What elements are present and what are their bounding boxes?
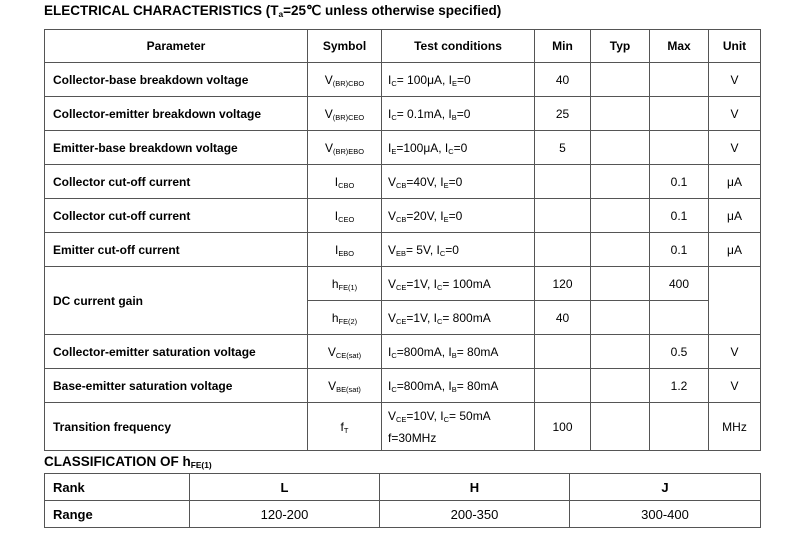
- conditions-cell: $V_{CE}=10V$, $I_C= 50mA$ f=30MHz: [382, 403, 535, 451]
- unit-cell: V: [709, 63, 761, 97]
- min-cell: 40: [535, 63, 591, 97]
- table-row: [45, 97, 761, 131]
- symbol-cell: $V_{(BR)CEO}$: [308, 97, 382, 131]
- typ-cell: [591, 233, 650, 267]
- unit-cell: V: [709, 97, 761, 131]
- min-cell: [535, 165, 591, 199]
- unit-cell: μA: [709, 165, 761, 199]
- column-header-parameter: Parameter: [45, 30, 308, 63]
- unit-cell: μA: [709, 233, 761, 267]
- max-cell: [650, 97, 709, 131]
- column-header-max: Max: [650, 30, 709, 63]
- conditions-cell: $V_{CE}=1V$, $I_C= 800mA$: [382, 301, 535, 335]
- symbol-cell: $V_{(BR)CBO}$: [308, 63, 382, 97]
- max-cell: 0.1: [650, 165, 709, 199]
- parameter-cell: Transition frequency: [45, 403, 308, 451]
- unit-cell: [709, 267, 761, 335]
- typ-cell: [591, 369, 650, 403]
- classification-table: [44, 473, 761, 528]
- symbol-cell: $I_{EBO}$: [308, 233, 382, 267]
- table-row: [45, 131, 761, 165]
- symbol-cell: $I_{CBO}$: [308, 165, 382, 199]
- table-row: [45, 335, 761, 369]
- rank-value: L: [190, 474, 380, 501]
- parameter-cell: Collector-emitter saturation voltage: [45, 335, 308, 369]
- parameter-cell: Collector-base breakdown voltage: [45, 63, 308, 97]
- table-row: [45, 267, 761, 301]
- range-row: [45, 501, 761, 528]
- min-cell: 25: [535, 97, 591, 131]
- conditions-cell: $I_C= 0.1mA$, $I_B=0$: [382, 97, 535, 131]
- typ-cell: [591, 403, 650, 451]
- symbol-cell: $V_{BE(sat)}$: [308, 369, 382, 403]
- column-header-typ: Typ: [591, 30, 650, 63]
- table-row: [45, 233, 761, 267]
- range-value: 200-350: [380, 501, 570, 528]
- symbol-cell: $h_{FE(1)}$: [308, 267, 382, 301]
- max-cell: 1.2: [650, 369, 709, 403]
- symbol-cell: $V_{CE(sat)}$: [308, 335, 382, 369]
- parameter-cell: Collector cut-off current: [45, 199, 308, 233]
- min-cell: 120: [535, 267, 591, 301]
- typ-cell: [591, 199, 650, 233]
- symbol-cell: $V_{(BR)EBO}$: [308, 131, 382, 165]
- max-cell: 0.1: [650, 199, 709, 233]
- typ-cell: [591, 301, 650, 335]
- min-cell: [535, 233, 591, 267]
- column-header-test-conditions: Test conditions: [382, 30, 535, 63]
- typ-cell: [591, 131, 650, 165]
- typ-cell: [591, 97, 650, 131]
- column-header-min: Min: [535, 30, 591, 63]
- conditions-cell: $I_C= 100\mu A$, $I_E=0$: [382, 63, 535, 97]
- table-row: [45, 369, 761, 403]
- unit-cell: V: [709, 131, 761, 165]
- table-row: [45, 165, 761, 199]
- max-cell: [650, 403, 709, 451]
- parameter-cell: Emitter cut-off current: [45, 233, 308, 267]
- electrical-characteristics-table: [44, 29, 761, 451]
- table-row: [45, 63, 761, 97]
- typ-cell: [591, 165, 650, 199]
- max-cell: [650, 131, 709, 165]
- table-row: [45, 199, 761, 233]
- max-cell: 0.1: [650, 233, 709, 267]
- rank-value: J: [570, 474, 761, 501]
- conditions-cell: $V_{EB}= 5V$, $I_C=0$: [382, 233, 535, 267]
- unit-cell: V: [709, 335, 761, 369]
- section-title-electrical-characteristics: ELECTRICAL CHARACTERISTICS ($T_a=25℃$ unless otherwise specified): [44, 3, 502, 20]
- parameter-cell: Base-emitter saturation voltage: [45, 369, 308, 403]
- max-cell: [650, 63, 709, 97]
- parameter-cell: Collector cut-off current: [45, 165, 308, 199]
- unit-cell: μA: [709, 199, 761, 233]
- symbol-cell: $I_{CEO}$: [308, 199, 382, 233]
- column-header-symbol: Symbol: [308, 30, 382, 63]
- table-header-row: [45, 30, 761, 63]
- table-row: [45, 403, 761, 451]
- min-cell: 5: [535, 131, 591, 165]
- rank-row: [45, 474, 761, 501]
- range-value: 120-200: [190, 501, 380, 528]
- range-value: 300-400: [570, 501, 761, 528]
- symbol-cell: $f_T$: [308, 403, 382, 451]
- parameter-cell: Collector-emitter breakdown voltage: [45, 97, 308, 131]
- conditions-cell: $I_E=100\mu A$, $I_C=0$: [382, 131, 535, 165]
- parameter-cell: DC current gain: [45, 267, 308, 335]
- rank-label: Rank: [45, 474, 190, 501]
- min-cell: 100: [535, 403, 591, 451]
- conditions-cell: $I_C=800mA$, $I_B= 80mA$: [382, 369, 535, 403]
- conditions-cell: $V_{CB}=40V$, $I_E=0$: [382, 165, 535, 199]
- max-cell: 400: [650, 267, 709, 301]
- section-title-classification: CLASSIFICATION OF $h_{FE(1)}$: [44, 454, 212, 471]
- min-cell: [535, 199, 591, 233]
- column-header-unit: Unit: [709, 30, 761, 63]
- max-cell: 0.5: [650, 335, 709, 369]
- typ-cell: [591, 335, 650, 369]
- conditions-cell: $I_C=800mA$, $I_B= 80mA$: [382, 335, 535, 369]
- min-cell: [535, 335, 591, 369]
- conditions-cell: $V_{CE}=1V$, $I_C= 100mA$: [382, 267, 535, 301]
- min-cell: 40: [535, 301, 591, 335]
- unit-cell: V: [709, 369, 761, 403]
- conditions-cell: $V_{CB}=20V$, $I_E=0$: [382, 199, 535, 233]
- typ-cell: [591, 63, 650, 97]
- max-cell: [650, 301, 709, 335]
- range-label: Range: [45, 501, 190, 528]
- parameter-cell: Emitter-base breakdown voltage: [45, 131, 308, 165]
- symbol-cell: $h_{FE(2)}$: [308, 301, 382, 335]
- unit-cell: MHz: [709, 403, 761, 451]
- min-cell: [535, 369, 591, 403]
- rank-value: H: [380, 474, 570, 501]
- typ-cell: [591, 267, 650, 301]
